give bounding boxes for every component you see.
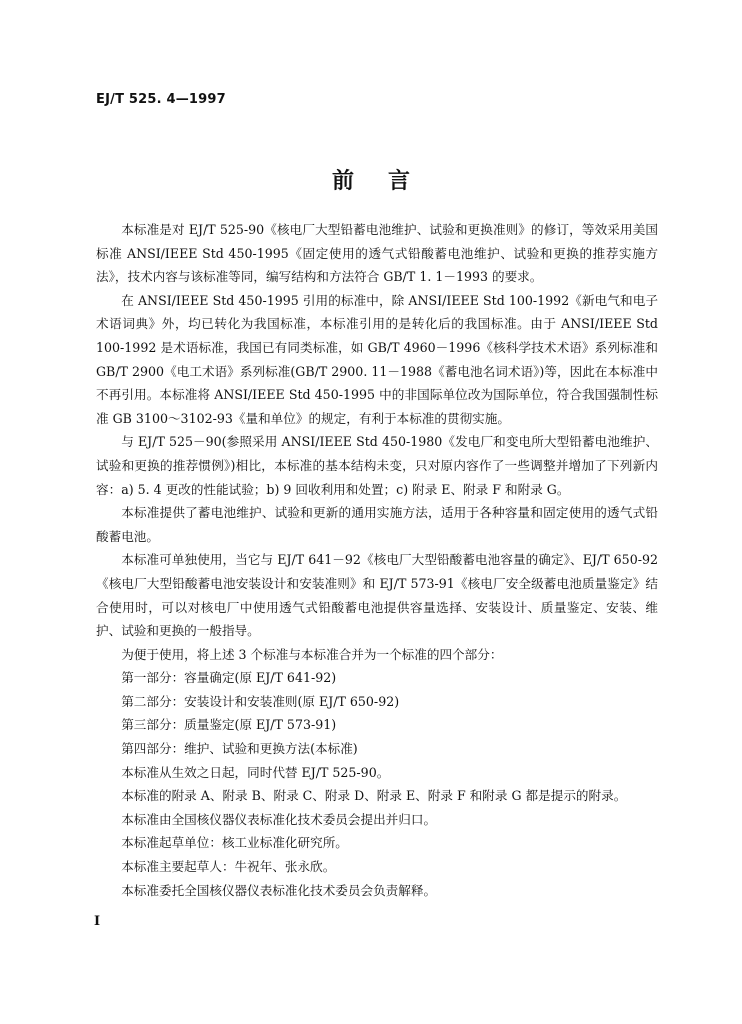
standard-number: EJ/T 525. 4—1997 [96,92,226,107]
paragraph-drafting-unit: 本标准起草单位：核工业标准化研究所。 [121,835,348,851]
foreword-body [96,218,658,902]
list-item-part-4: 第四部分：维护、试验和更换方法(本标准) [121,741,358,757]
paragraph-changes: 与 EJ/T 525－90(参照采用 ANSI/IEEE Std 450-1980《发电厂和变电所大型铅蓄电池维护、试验和更换的推荐惯例》)相比，本标准的基本结构未变，只对原内容作了一些调整并增加了下列新内容：a) 5. 4 更改的性能试验；b) 9 回收利用和处置；c) 附录 E、附录 F 和附录 G。 [96,434,658,497]
paragraph-references: 在 ANSI/IEEE Std 450-1995 引用的标准中，除 ANSI/IEEE Std 100-1992《新电气和电子术语词典》外，均已转化为我国标准，本标准引用的是转化后的我国标准。由于 ANSI/IEEE Std 100-1992 是术语标准，我国已有同类标准，如 GB/T 4960－1996《核科学技术术语》系列标准和 GB/T 2900《电工术语》系列标准(GB/T 2900. 11－1988《蓄电池名词术语》)等，因此在本标准中不再引用。本标准将 ANSI/IEEE Std 450-1995 中的非国际单位改为国际单位，符合我国强制性标准 GB 3100～3102-93《量和单位》的规定，有利于本标准的贯彻实施。 [96,292,658,426]
list-item-part-2: 第二部分：安装设计和安装准则(原 EJ/T 650-92) [121,693,400,709]
list-item-part-3: 第三部分：质量鉴定(原 EJ/T 573-91) [121,717,337,733]
paragraph-revision: 本标准是对 EJ/T 525-90《核电厂大型铅蓄电池维护、试验和更换准则》的修订，等效采用美国标准 ANSI/IEEE Std 450-1995《固定使用的透气式铅酸蓄电池维护、试验和更换的推荐实施方法》，技术内容与该标准等同，编写结构和方法符合 GB/T 1. 1－1993 的要求。 [96,222,658,285]
list-item-part-1: 第一部分：容量确定(原 EJ/T 641-92) [121,670,337,686]
paragraph-interpretation: 本标准委托全国核仪器仪表标准化技术委员会负责解释。 [121,882,437,898]
paragraph-parts-intro: 为便于使用，将上述 3 个标准与本标准合并为一个标准的四个部分： [121,646,503,662]
paragraph-scope: 本标准提供了蓄电池维护、试验和更新的通用实施方法，适用于各种容量和固定使用的透气式铅酸蓄电池。 [96,505,658,544]
paragraph-proposer: 本标准由全国核仪器仪表标准化技术委员会提出并归口。 [121,811,437,827]
paragraph-usage: 本标准可单独使用，当它与 EJ/T 641－92《核电厂大型铅酸蓄电池容量的确定》、EJ/T 650-92《核电厂大型铅酸蓄电池安装设计和安装准则》和 EJ/T 573-91《核电厂安全级蓄电池质量鉴定》结合使用时，可以对核电厂中使用透气式铅酸蓄电池提供容量选择、安装设计、质量鉴定、安装、维护、试验和更换的一般指导。 [96,552,658,639]
paragraph-appendices: 本标准的附录 A、附录 B、附录 C、附录 D、附录 E、附录 F 和附录 G 都是提示的附录。 [121,788,627,804]
paragraph-drafters: 本标准主要起草人：牛祝年、张永欣。 [121,859,336,875]
paragraph-supersedes: 本标准从生效之日起，同时代替 EJ/T 525-90。 [121,764,390,780]
page-number: I [94,914,101,929]
page-title: 前言 [331,169,444,194]
